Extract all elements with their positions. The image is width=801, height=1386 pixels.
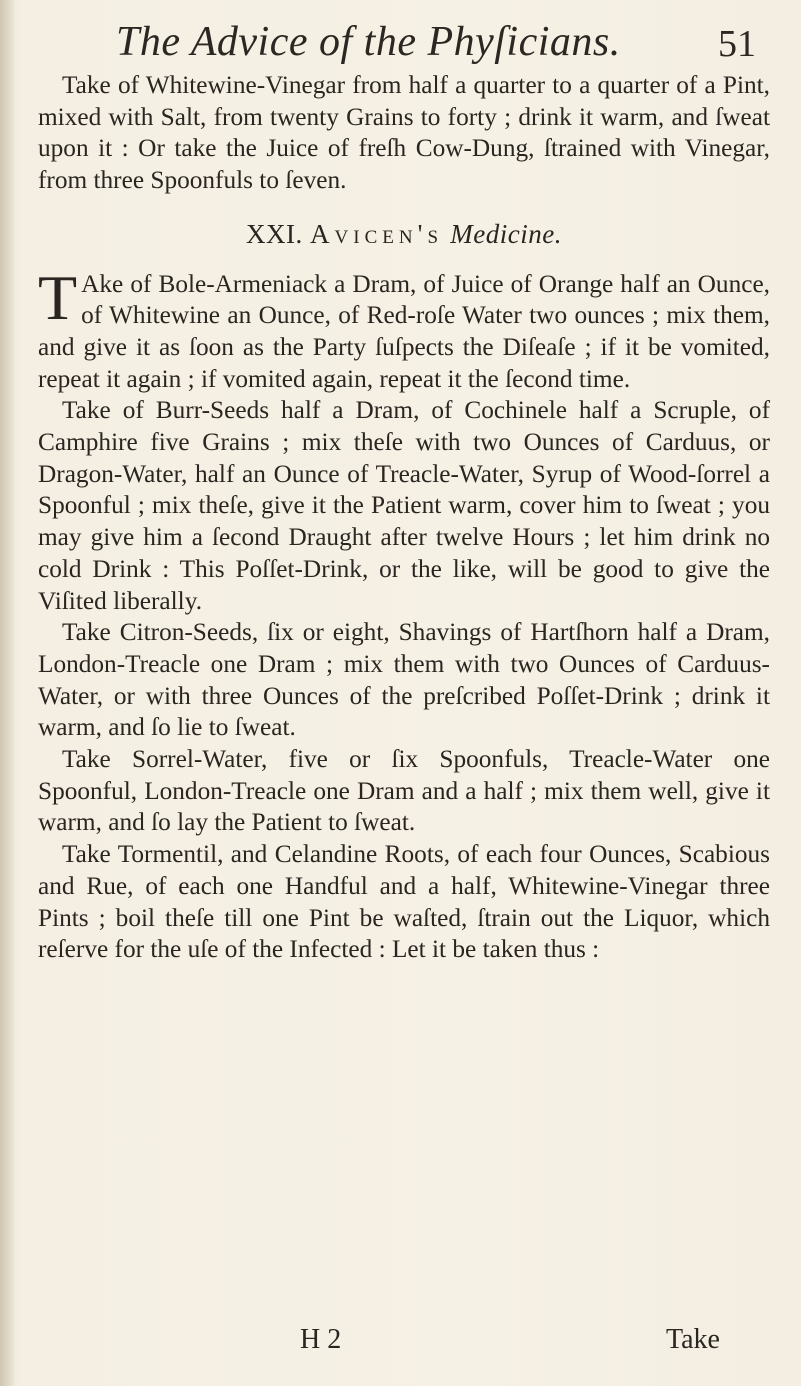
first-paragraph [38, 261, 770, 396]
catchword: Take [665, 1324, 720, 1355]
running-title: The Advice of the Phyſicians. [116, 19, 621, 65]
paragraph: Take Tormentil, and Celandine Roots, of each four Ounces, Scabious and Rue, of each one Handful and a half, Whitewine-Vinegar three Pints ; boil theſe till one Pint be waſted, ſtrain out the Liquor, which reſerve for the uſe of the Infected : Let it be taken thus : [38, 840, 770, 964]
paragraph: Take Citron-Seeds, ſix or eight, Shavings of Hartſhorn half a Dram, London-Treacle one Dram ; mix them with two Ounces of Carduus-Water, or with three Ounces of the preſcribed Poſſet-Drink ; drink it warm, and ſo lie to ſweat. [38, 618, 770, 742]
signature-mark: H 2 [300, 1324, 342, 1355]
paragraph: Take Sorrel-Water, five or ſix Spoonfuls, Treacle-Water one Spoonful, London-Treacle one Dram and a half ; mix them well, give it warm, and ſo lay the Patient to ſweat. [38, 745, 770, 837]
section-heading [38, 219, 770, 251]
section-title: Medicine. [450, 218, 562, 249]
paragraph: Take of Burr-Seeds half a Dram, of Cochinele half a Scruple, of Camphire five Grains ; mix theſe with two Ounces of Carduus, or Dragon-Water, half an Ounce of Treacle-Water, Syrup of Wood-ſorrel a Spoonful ; mix theſe, give it the Patient warm, cover him to ſweat ; you may give him a ſecond Draught after twelve Hours ; let him drink no cold Drink : This Poſſet-Drink, or the like, will be good to give the Viſited liberally. [38, 396, 770, 615]
first-paragraph-text: Ake of Bole-Armeniack a Dram, of Juice of Orange half an Ounce, of Whitewine an Ounce, of Red-roſe Water two ounces ; mix them, and give it as ſoon as the Party ſuſpects the Diſeaſe ; if it be vomited, repeat it again ; if vomited again, repeat it the ſecond time. [38, 269, 770, 393]
running-header [116, 14, 756, 74]
section-number: XXI. [246, 218, 303, 249]
section-author: Avicen's [310, 218, 444, 249]
page-gutter [0, 0, 14, 1386]
page-number: 51 [718, 23, 756, 65]
page-footer [300, 1324, 720, 1364]
paragraph: Take of Whitewine-Vinegar from half a quarter to a quarter of a Pint, mixed with Salt, from twenty Grains to forty ; drink it warm, and ſweat upon it : Or take the Juice of freſh Cow-Dung, ſtrained with Vinegar, from three Spoonfuls to ſeven. [38, 71, 770, 195]
drop-cap: T [38, 261, 78, 333]
page-body [38, 70, 770, 966]
